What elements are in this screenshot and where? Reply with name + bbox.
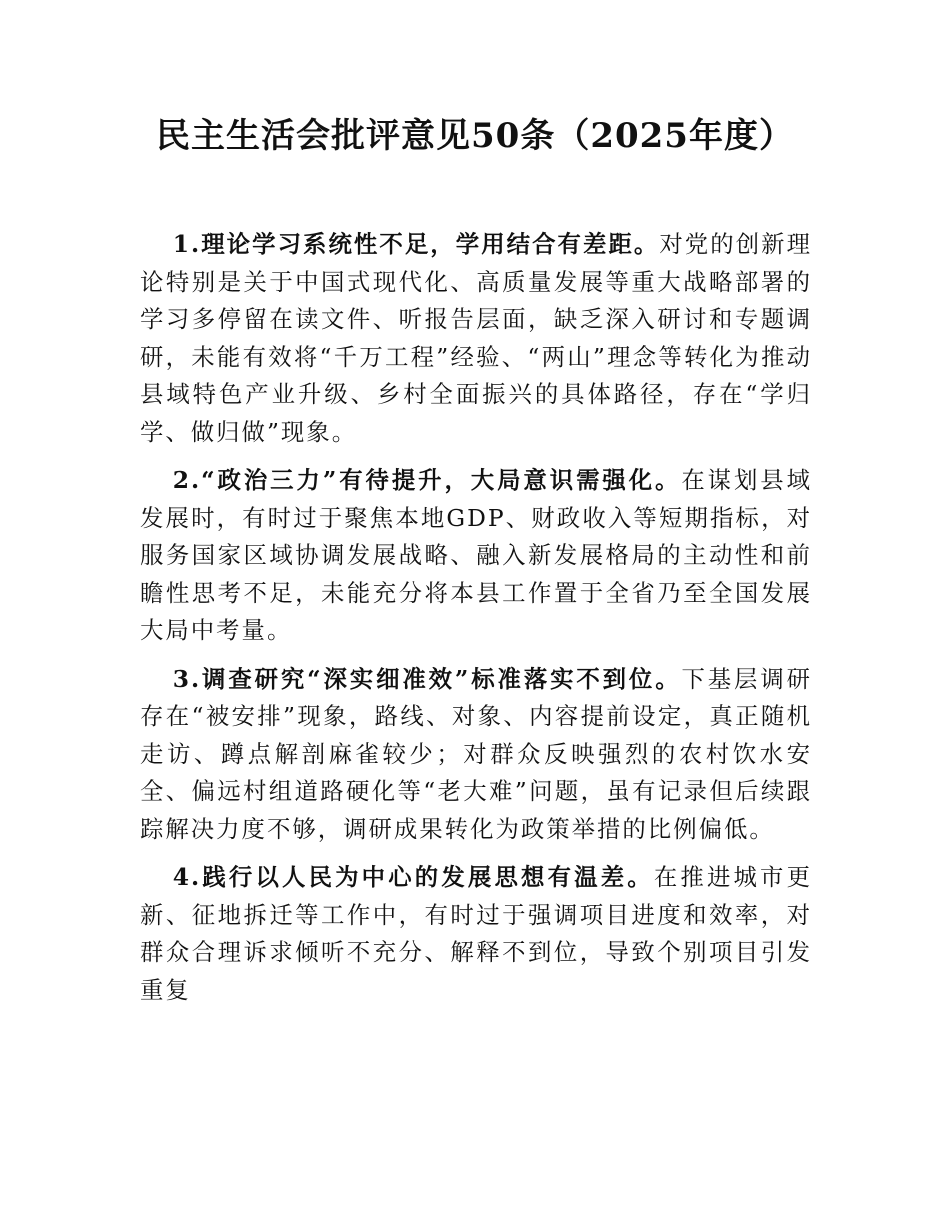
paragraph-2	[140, 462, 812, 650]
paragraph-4	[140, 859, 812, 1009]
paragraph-1	[140, 226, 812, 451]
paragraph-4-heading: 4.践行以人民为中心的发展思想有温差。	[172, 863, 654, 891]
paragraph-1-heading: 1.理论学习系统性不足，学用结合有差距。	[172, 230, 660, 258]
paragraph-2-heading: 2.“政治三力”有待提升，大局意识需强化。	[172, 466, 682, 494]
document-body	[140, 226, 812, 1020]
paragraph-1-text: 对党的创新理论特别是关于中国式现代化、高质量发展等重大战略部署的学习多停留在读文件、听报告层面，缺乏深入研讨和专题调研，未能有效将“千万工程”经验、“两山”理念等转化为推动县域特色产业升级、乡村全面振兴的具体路径，存在“学归学、做归做”现象。	[140, 230, 813, 446]
paragraph-3	[140, 661, 812, 849]
paragraph-3-text: 下基层调研存在“被安排”现象，路线、对象、内容提前设定，真正随机走访、蹲点解剖麻雀较少；对群众反映强烈的农村饮水安全、偏远村组道路硬化等“老大难”问题，虽有记录但后续跟踪解决力度不够，调研成果转化为政策举措的比例偏低。	[140, 664, 813, 843]
paragraph-3-heading: 3.调查研究“深实细准效”标准落实不到位。	[172, 664, 682, 693]
document-title: 民主生活会批评意见50条（2025年度）	[156, 116, 794, 156]
paragraph-2-text: 在谋划县域发展时，有时过于聚焦本地GDP、财政收入等短期指标，对服务国家区域协调发展战略、融入新发展格局的主动性和前瞻性思考不足，未能充分将本县工作置于全省乃至全国发展大局中考量。	[140, 466, 813, 644]
paragraph-4-text: 在推进城市更新、征地拆迁等工作中，有时过于强调项目进度和效率，对群众合理诉求倾听不充分、解释不到位，导致个别项目引发重复	[140, 863, 813, 1004]
